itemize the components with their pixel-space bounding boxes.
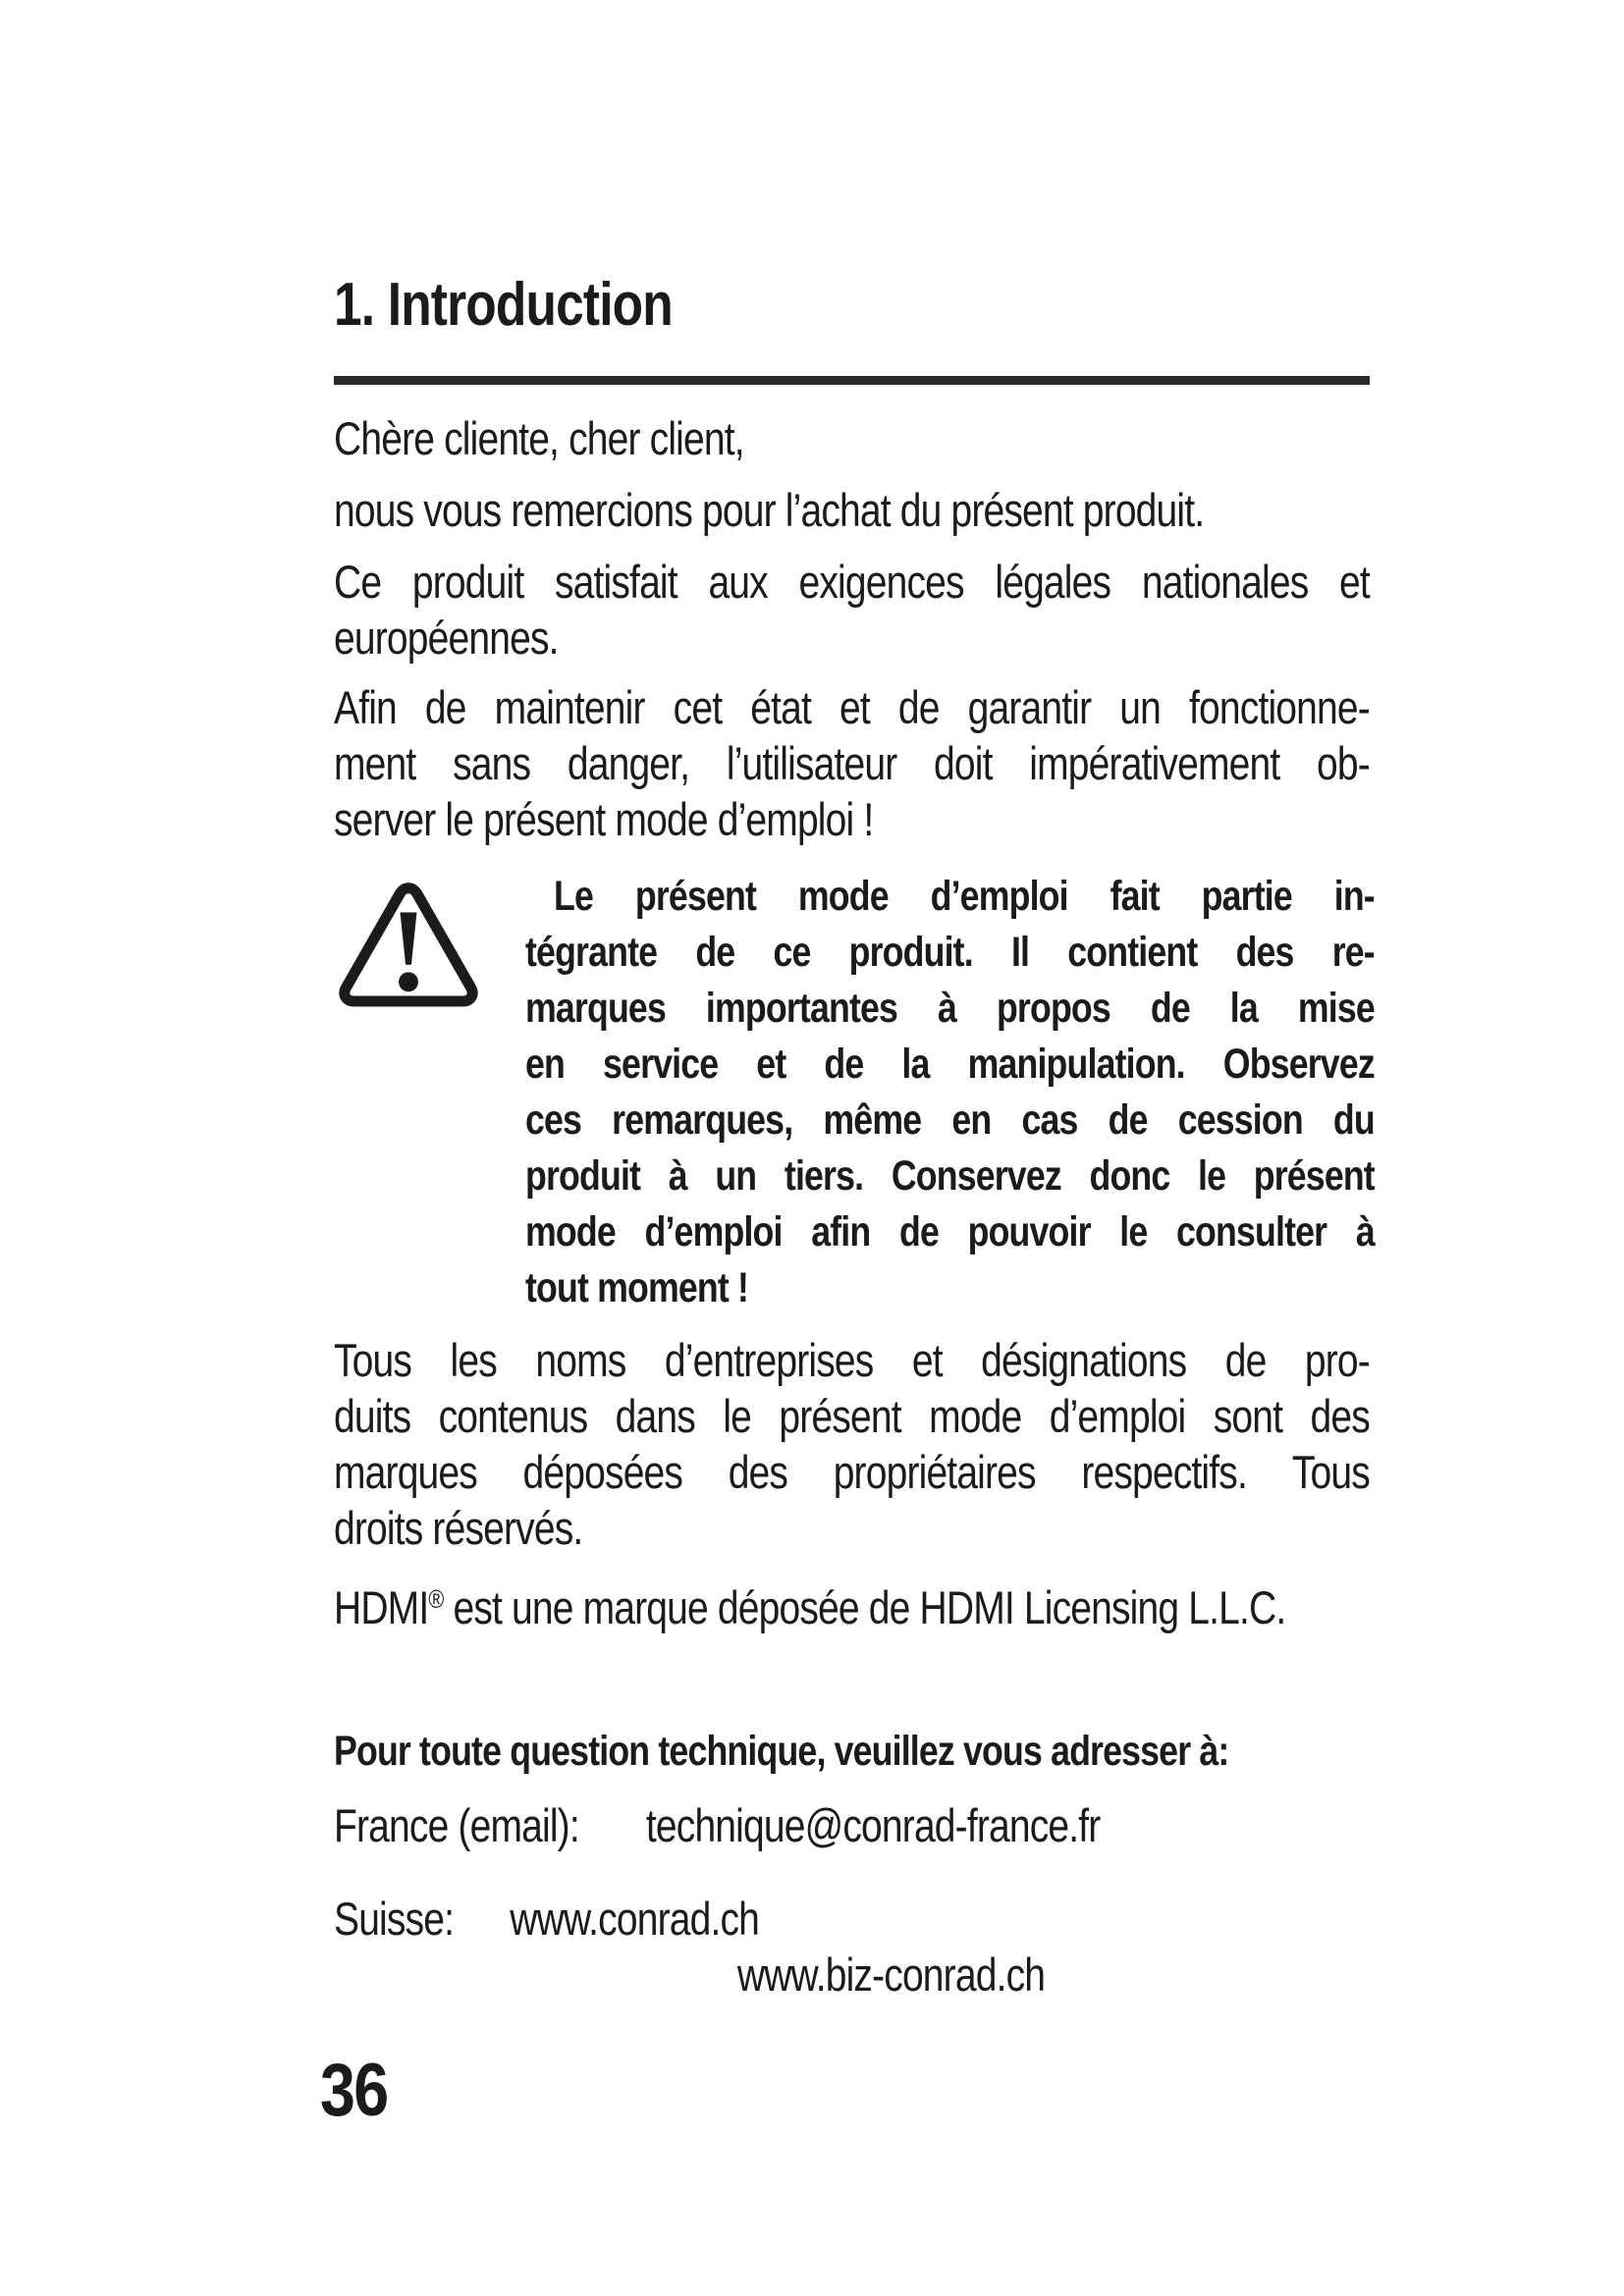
- contact-france-label: France (email):: [334, 1799, 579, 1852]
- contact-suisse-row: [334, 1891, 1370, 2002]
- text-line: Ce produit satisfait aux exigences légales nationales et: [334, 556, 1370, 609]
- text-line: ment sans danger, l’utilisateur doit impérativement ob-: [334, 737, 1370, 790]
- hdmi-brand: HDMI: [334, 1581, 429, 1634]
- text-line: duits contenus dans le présent mode d’emploi sont des: [334, 1390, 1370, 1443]
- warning-triangle-icon: [334, 869, 525, 1020]
- contact-france-row: [334, 1797, 1370, 1853]
- text-line: Tous les noms d’entreprises et désignations de pro-: [334, 1334, 1370, 1387]
- paragraph-hdmi: [334, 1572, 1370, 1635]
- text-line: Afin de maintenir cet état et de garantir un fonctionne-: [334, 681, 1370, 734]
- contact-suisse-line-2: [334, 1947, 1370, 2002]
- contact-france-email: technique@conrad-france.fr: [645, 1799, 1101, 1852]
- title-underline: [334, 376, 1370, 385]
- paragraph-compliance: [334, 554, 1370, 666]
- text-line: Chère cliente, cher client,: [334, 412, 744, 465]
- text-line: en service et de la manipulation. Observez: [525, 1041, 1375, 1089]
- text-line: server le présent mode d’emploi !: [334, 793, 874, 846]
- paragraph-trademark: [334, 1332, 1370, 1556]
- contact-france-line: [334, 1797, 1370, 1853]
- contact-suisse-url-2: www.biz-conrad.ch: [736, 1949, 1046, 2002]
- text-line: produit à un tiers. Conservez donc le présent: [525, 1152, 1375, 1201]
- page-number: 36: [320, 2049, 388, 2132]
- section-title: 1. Introduction: [334, 270, 673, 339]
- text-line: mode d’emploi afin de pouvoir le consulter à: [525, 1208, 1375, 1256]
- text-line: Le présent mode d’emploi fait partie in-: [554, 873, 1375, 921]
- text-line: tégrante de ce produit. Il contient des re-: [525, 929, 1375, 977]
- paragraph-thanks: [334, 482, 1370, 538]
- paragraph-greeting: [334, 410, 1370, 466]
- text-line: marques déposées des propriétaires respectifs. Tous: [334, 1446, 1370, 1499]
- warning-note-text: [525, 869, 1375, 1316]
- paragraph-safety: [334, 679, 1370, 847]
- contact-suisse-url-1: www.conrad.ch: [510, 1893, 760, 1946]
- text-line: marques importantes à propos de la mise: [525, 985, 1375, 1033]
- registered-mark: ®: [428, 1584, 444, 1615]
- contact-heading: Pour toute question technique, veuillez vous adresser à:: [334, 1728, 1229, 1776]
- text-line: tout moment !: [525, 1264, 749, 1312]
- text-line: nous vous remercions pour l’achat du présent produit.: [334, 484, 1205, 537]
- page-content: [334, 0, 1375, 2002]
- hdmi-trademark-line: [334, 1572, 1370, 1635]
- text-line: ces remarques, même en cas de cession du: [525, 1096, 1375, 1145]
- text-line: européennes.: [334, 612, 559, 665]
- text-line: droits réservés.: [334, 1502, 583, 1555]
- contact-suisse-line: [334, 1891, 1370, 1947]
- contact-suisse-label: Suisse:: [334, 1893, 455, 1946]
- hdmi-trademark-text: est une marque déposée de HDMI Licensing L.L.C.: [443, 1581, 1286, 1634]
- warning-note: [334, 869, 1375, 1316]
